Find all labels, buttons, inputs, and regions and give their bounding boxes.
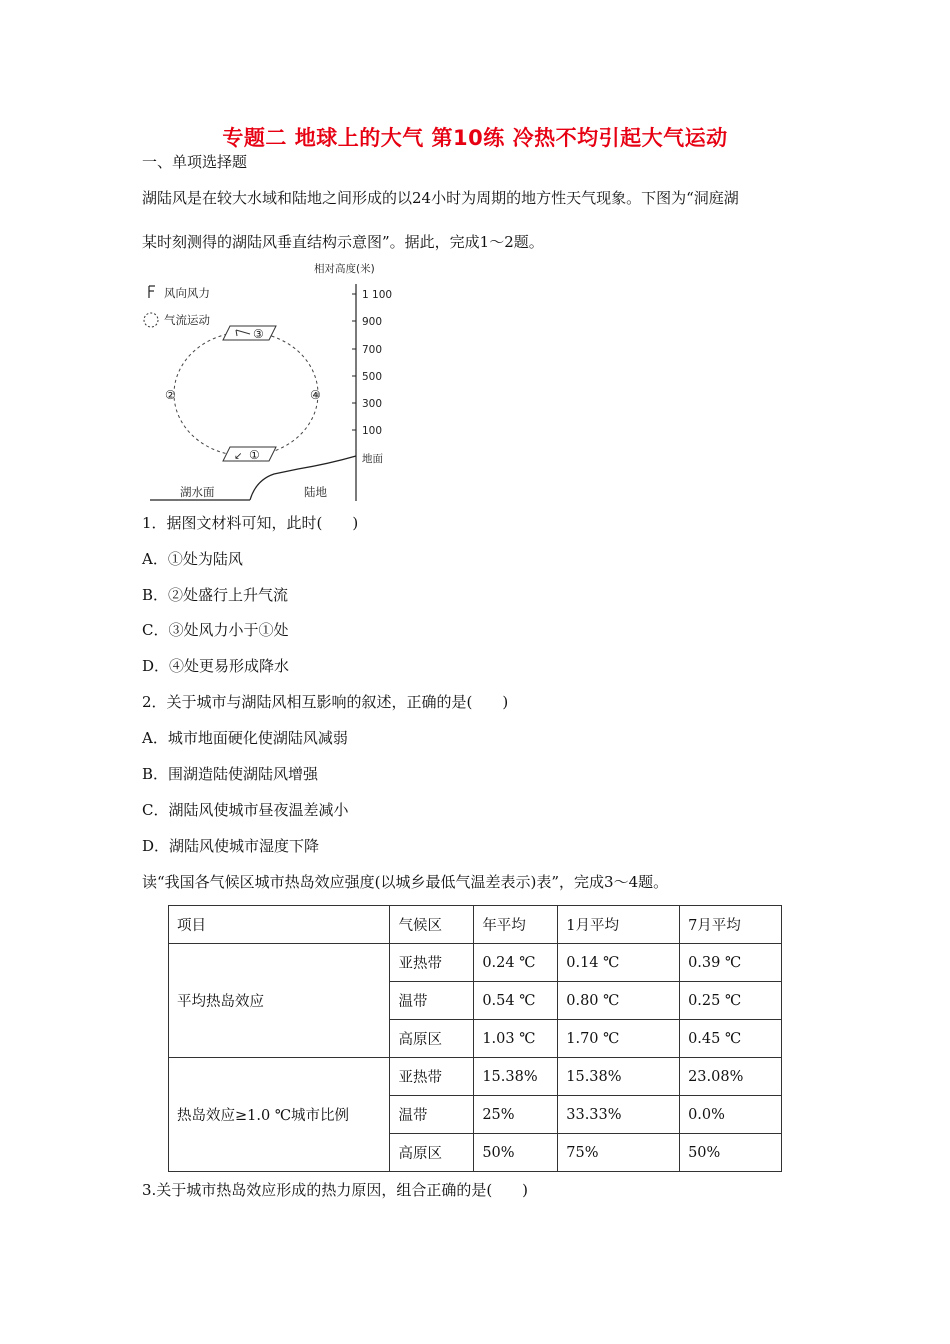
tick-700: 700 (362, 344, 383, 356)
svg-text:↙: ↙ (234, 451, 243, 462)
box-3 (223, 326, 276, 340)
airflow-loop (174, 332, 318, 456)
table-cell: 高原区 (390, 1020, 474, 1058)
table-cell: 温带 (390, 982, 474, 1020)
group-label: 热岛效应≥1.0 ℃城市比例 (169, 1058, 390, 1172)
legend-flow: 气流运动 (164, 313, 210, 327)
q1-option-a: A．①处为陆风 (142, 550, 243, 568)
q1-option-d: D．④处更易形成降水 (142, 657, 290, 675)
table-cell: 23.08% (680, 1058, 782, 1096)
q1-option-b: B．②处盛行上升气流 (142, 586, 289, 604)
land-surface-line (250, 456, 356, 500)
table-cell: 25% (474, 1096, 558, 1134)
table-cell: 0.14 ℃ (558, 944, 680, 982)
q1-option-c: C．③处风力小于①处 (142, 621, 289, 639)
table-cell: 33.33% (558, 1096, 680, 1134)
wind-flag-icon (149, 286, 155, 298)
tick-100: 100 (362, 425, 383, 437)
section-heading: 一、单项选择题 (142, 153, 248, 171)
q2-option-b: B．围湖造陆使湖陆风增强 (142, 765, 319, 783)
table-header-row (169, 906, 782, 944)
table-cell: 亚热带 (390, 1058, 474, 1096)
header-cell: 年平均 (474, 906, 558, 944)
table-cell: 15.38% (474, 1058, 558, 1096)
intro-line-2: 某时刻测得的湖陆风垂直结构示意图”。据此，完成1～2题。 (142, 233, 544, 251)
table-row (169, 944, 782, 982)
header-cell: 气候区 (390, 906, 474, 944)
label-land: 陆地 (304, 485, 327, 499)
q2-option-c: C．湖陆风使城市昼夜温差减小 (142, 801, 349, 819)
table-cell: 0.25 ℃ (680, 982, 782, 1020)
table-cell: 75% (558, 1134, 680, 1172)
legend-wind: 风向风力 (164, 286, 210, 300)
page-title: 专题二 地球上的大气 第10练 冷热不均引起大气运动 (222, 126, 728, 150)
q3-stem: 3.关于城市热岛效应形成的热力原因，组合正确的是( ) (142, 1181, 529, 1199)
q1-stem: 1．据图文材料可知，此时( ) (142, 514, 359, 532)
label-lake: 湖水面 (180, 485, 215, 499)
table-cell: 1.03 ℃ (474, 1020, 558, 1058)
axis-title: 相对高度(米) (314, 263, 375, 275)
header-cell: 1月平均 (558, 906, 680, 944)
flow-circle-icon (144, 313, 158, 327)
q2-option-a: A．城市地面硬化使湖陆风减弱 (142, 729, 348, 747)
table-intro: 读“我国各气候区城市热岛效应强度(以城乡最低气温差表示)表”，完成3～4题。 (142, 873, 669, 891)
q2-option-d: D．湖陆风使城市湿度下降 (142, 837, 320, 855)
marker-4: ④ (310, 388, 321, 402)
table-cell: 50% (474, 1134, 558, 1172)
tick-ground: 地面 (362, 453, 383, 465)
marker-1: ① (249, 448, 260, 462)
marker-3: ③ (253, 327, 264, 341)
table-row (169, 1058, 782, 1096)
tick-300: 300 (362, 398, 383, 410)
table-cell: 0.0% (680, 1096, 782, 1134)
header-cell: 项目 (169, 906, 390, 944)
table-cell: 0.54 ℃ (474, 982, 558, 1020)
table-cell: 50% (680, 1134, 782, 1172)
q2-stem: 2．关于城市与湖陆风相互影响的叙述，正确的是( ) (142, 693, 509, 711)
table-cell: 15.38% (558, 1058, 680, 1096)
lake-land-breeze-figure (138, 258, 398, 508)
table-cell: 0.80 ℃ (558, 982, 680, 1020)
heat-island-table (168, 905, 782, 1172)
table-cell: 0.45 ℃ (680, 1020, 782, 1058)
marker-2: ② (165, 388, 176, 402)
tick-900: 900 (362, 316, 383, 328)
table-cell: 1.70 ℃ (558, 1020, 680, 1058)
tick-500: 500 (362, 371, 383, 383)
tick-1100: 1 100 (362, 289, 393, 301)
table-cell: 温带 (390, 1096, 474, 1134)
table-cell: 0.39 ℃ (680, 944, 782, 982)
table-cell: 0.24 ℃ (474, 944, 558, 982)
group-label: 平均热岛效应 (169, 944, 390, 1058)
header-cell: 7月平均 (680, 906, 782, 944)
intro-line-1: 湖陆风是在较大水域和陆地之间形成的以24小时为周期的地方性天气现象。下图为“洞庭湖 (142, 189, 739, 207)
table-cell: 亚热带 (390, 944, 474, 982)
table-cell: 高原区 (390, 1134, 474, 1172)
